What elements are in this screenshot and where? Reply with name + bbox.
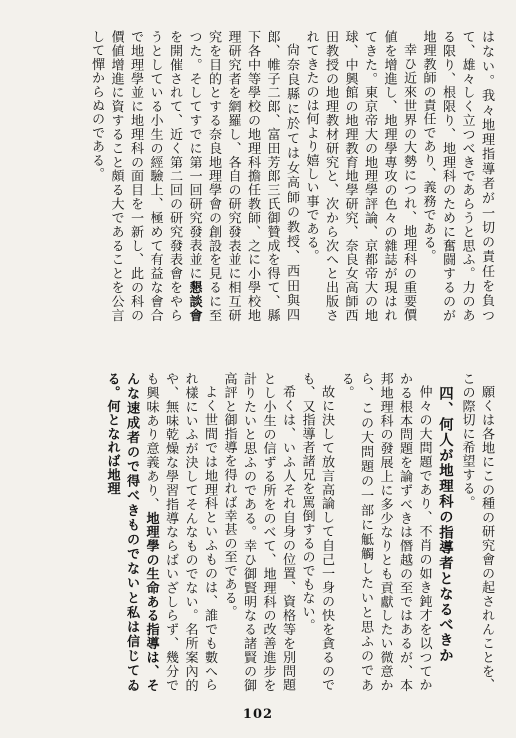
paragraph: 故に決して放言高論して自己一身の快を貪るのでも、又指導者諸兄を罵倒するのでもない。 [299, 372, 334, 692]
lower-text-column [20, 372, 496, 692]
paragraph: 希くは、いふ人それ自身の位置、資格等を別問題とし小生の信ずる所をのべて、地理科の改善進步を計りたいと思ふのである。幸ひ御賢明なる諸賢の御高評と御指導を得れば幸甚の至である。 [221, 372, 295, 692]
emphasized-text: 懇談會 [186, 280, 202, 322]
paragraph-lead: 尙奈良縣に於ては女高師の教授、西田與四郎、帷子二郎、富田芳郎三氏御贊成を得て、縣下各中等學校の地理科擔任教師、之に小學校地理研究者を網羅し、各自の研究發表並に相互研究を目的とする奈良地理學會の創設を見るに至つた。そしてすでに第一回研究發表並に [186, 30, 299, 322]
paragraph: 願くは各地にこの種の研究會の起されんことを、この際切に希望する。 [459, 372, 494, 692]
page-number: 102 [242, 707, 274, 722]
paragraph: 幸ひ近來世界の大勢につれ、地理科の重要價値を增進し、地理學專攻の色々の雜誌が現はれてきた。東京帝大の地理學評論、京都帝大の地球、中興館の地理教育地學研究、奈良女高師西田教授の地理教材研究と、次から次へと出版されてきたのは何より嬉しい事である。 [303, 30, 416, 322]
paragraph: はない。我々地理指導者が一切の責任を負つて、雄々しく立つべきであらうと思ふ。力のある限り、根限り、地理科のために奮闘するのが地理教師の責任であり、義務である。 [420, 30, 494, 322]
upper-text-column [20, 30, 496, 322]
paragraph [87, 30, 302, 322]
emphasized-text: 地理學の生命ある指導は、そんな速成者ので得べきものでないと私は信じてゐる。何となれば地理 [104, 372, 159, 693]
paragraph-tail: を開催されて、近く第二回の研究發表會をやらうとしている小生の經驗上、極めて有益な會合で地理學並に地理科の面目を一新し、此の科の價値增進に資すること頗る大であることを公言して憚からぬのである。 [89, 30, 182, 322]
paragraph [102, 372, 219, 692]
section-heading: 四、何人が地理科の指導者となるべきか [437, 386, 454, 664]
paragraph: 仲々の大問題であり、不肖の如き鈍才を以つてかかる根本問題を論ずべきは僭越の至ではあるが、本邦地理科の發展上に多少なりとも貢獻したい微意から、この大問題の一部に觝觸したいと思ふのである。 [338, 372, 432, 692]
paragraph-lead: よく世間では地理科といふものは、誰でも數へられ樣にいふが決してそんなものでない。名所案內的や、無味乾燥な學習指導ならばいざしらず、幾分でも興味あり意義あり、 [143, 372, 217, 692]
